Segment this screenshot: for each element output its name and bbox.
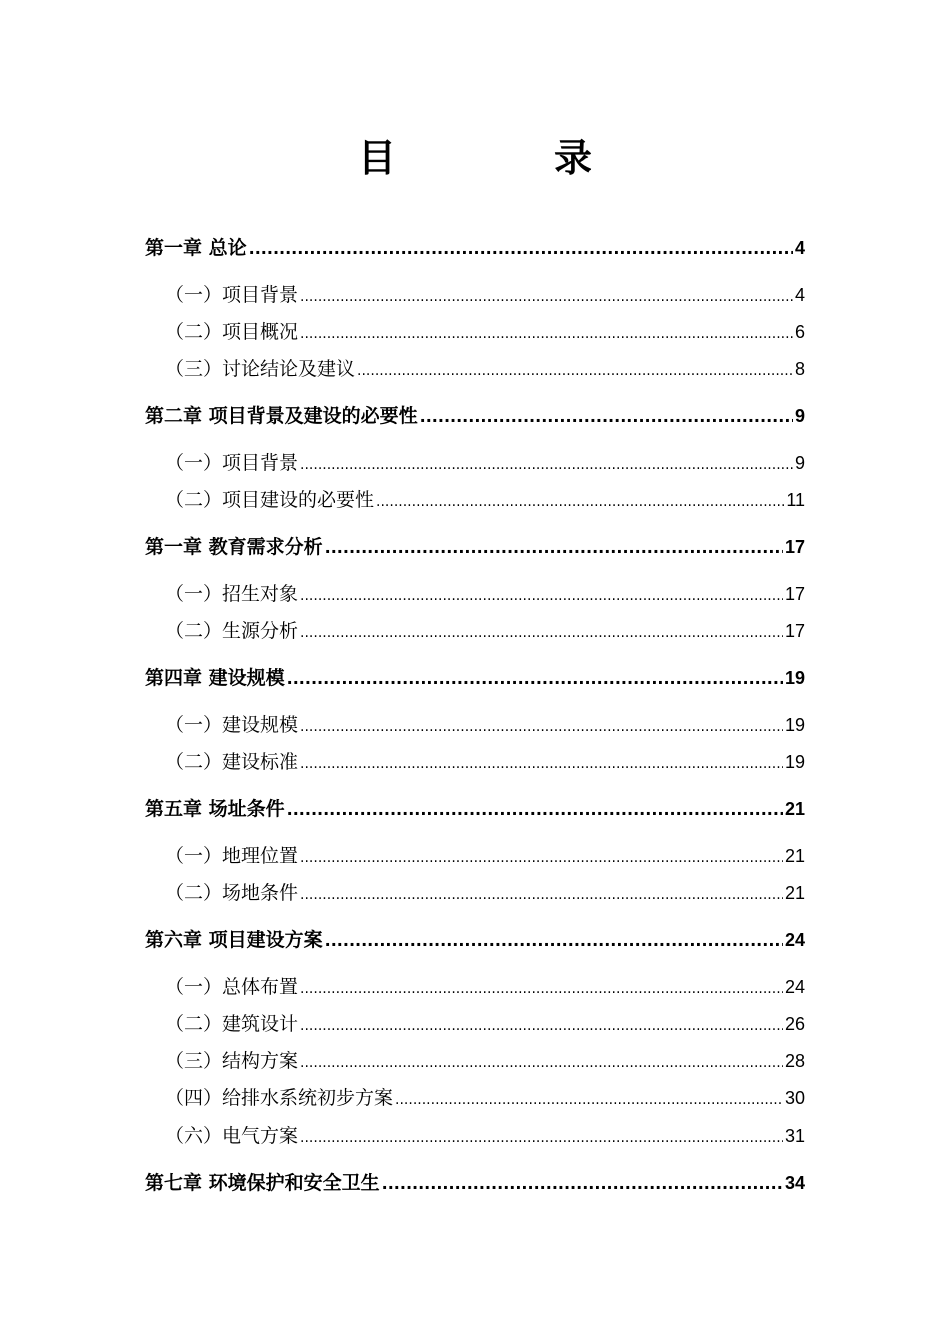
dot-leader (300, 749, 783, 779)
toc-entry-label: 生源分析 (222, 620, 299, 642)
toc-entry-page: 28 (784, 1051, 805, 1071)
toc-entry-label: 第六章 项目建设方案 (145, 929, 323, 951)
dot-leader (300, 618, 783, 648)
dot-leader (300, 712, 783, 742)
toc-entry-label: 第二章 项目背景及建设的必要性 (145, 405, 418, 427)
toc-entry-page: 19 (784, 715, 805, 735)
dot-leader (382, 1169, 783, 1199)
toc-entry-page: 26 (784, 1014, 805, 1034)
dot-leader (325, 926, 783, 956)
toc-entry-page: 34 (784, 1173, 805, 1193)
dot-leader (376, 487, 784, 517)
toc-entry[interactable] (165, 1121, 805, 1151)
dot-leader (249, 234, 793, 264)
toc-entry[interactable] (165, 1046, 805, 1076)
toc-entry[interactable] (165, 317, 805, 347)
toc-entry-page: 6 (794, 322, 805, 342)
toc-entry[interactable] (165, 1009, 805, 1039)
dot-leader (300, 319, 793, 349)
dot-leader (325, 533, 783, 563)
dot-leader (287, 795, 783, 825)
toc-entry-page: 24 (784, 977, 805, 997)
toc-entry-page: 17 (784, 584, 805, 604)
dot-leader (300, 581, 783, 611)
toc-entry-page: 17 (784, 621, 805, 641)
toc-entry[interactable] (165, 354, 805, 384)
toc-entry-number: （三） (165, 1050, 223, 1072)
toc-entry-number: （一） (165, 284, 223, 306)
toc-entry[interactable] (145, 401, 805, 431)
toc-entry-label: 招生对象 (222, 583, 299, 605)
toc-entry[interactable] (165, 616, 805, 646)
toc-entry-number: （三） (165, 358, 223, 380)
dot-leader (357, 356, 793, 386)
toc-entry-label: 总体布置 (222, 976, 299, 998)
toc-entry-page: 24 (784, 930, 805, 950)
toc-entry[interactable] (165, 710, 805, 740)
dot-leader (300, 1123, 783, 1153)
toc-entry-number: （二） (165, 751, 223, 773)
toc-entry-number: （二） (165, 620, 223, 642)
toc-entry-page: 9 (794, 453, 805, 473)
toc-entry-label: 第七章 环境保护和安全卫生 (145, 1172, 380, 1194)
toc-entry-page: 17 (784, 537, 805, 557)
toc-entry[interactable] (145, 925, 805, 955)
toc-entry-label: 第五章 场址条件 (145, 798, 285, 820)
toc-entry-label: 项目背景 (222, 284, 299, 306)
toc-entry-page: 21 (784, 846, 805, 866)
toc-entry-page: 21 (784, 799, 805, 819)
toc-entry[interactable] (165, 972, 805, 1002)
toc-entry-page: 19 (784, 668, 805, 688)
toc-entry-page: 21 (784, 883, 805, 903)
dot-leader (420, 402, 793, 432)
toc-entry-number: （二） (165, 1013, 223, 1035)
toc-entry[interactable] (165, 878, 805, 908)
toc-entry-number: （一） (165, 845, 223, 867)
toc-entry-number: （一） (165, 452, 223, 474)
toc-entry[interactable] (145, 1168, 805, 1198)
toc-entry[interactable] (165, 448, 805, 478)
dot-leader (300, 843, 783, 873)
toc-entry[interactable] (165, 485, 805, 515)
toc-entry-label: 结构方案 (222, 1050, 299, 1072)
toc-entry-label: 项目背景 (222, 452, 299, 474)
toc-title: 目 录 (357, 135, 652, 180)
dot-leader (395, 1085, 783, 1115)
toc-entry-number: （六） (165, 1125, 223, 1147)
toc-entry-number: （一） (165, 976, 223, 998)
toc-entry-label: 建设规模 (222, 714, 299, 736)
toc-entry-number: （二） (165, 321, 223, 343)
toc-entry[interactable] (165, 747, 805, 777)
toc-entry-number: （一） (165, 583, 223, 605)
toc-entry-page: 4 (794, 285, 805, 305)
toc-entry[interactable] (145, 794, 805, 824)
toc-entry-label: 讨论结论及建议 (222, 358, 356, 380)
toc-entry-page: 30 (784, 1088, 805, 1108)
toc-entry[interactable] (165, 579, 805, 609)
dot-leader (300, 450, 793, 480)
toc-entry-number: （一） (165, 714, 223, 736)
toc-entry-number: （二） (165, 489, 223, 511)
toc-entry-label: 项目概况 (222, 321, 299, 343)
toc-entry-label: 给排水系统初步方案 (222, 1087, 394, 1109)
toc-entry-page: 11 (786, 490, 805, 510)
toc-entry-label: 电气方案 (222, 1125, 299, 1147)
toc-entry-page: 19 (784, 752, 805, 772)
toc-entry-label: 场地条件 (222, 882, 299, 904)
toc-entry-number: （四） (165, 1087, 223, 1109)
dot-leader (300, 1048, 783, 1078)
toc-entry-label: 第一章 教育需求分析 (145, 536, 323, 558)
toc-entry-label: 第一章 总论 (145, 237, 247, 259)
toc-entry-page: 4 (794, 238, 805, 258)
toc-entry-label: 项目建设的必要性 (222, 489, 375, 511)
toc-entry-page: 31 (784, 1126, 805, 1146)
dot-leader (300, 1011, 783, 1041)
toc-entry-page: 9 (794, 406, 805, 426)
toc-entry[interactable] (165, 280, 805, 310)
dot-leader (300, 880, 783, 910)
dot-leader (300, 282, 793, 312)
toc-entry-label: 第四章 建设规模 (145, 667, 285, 689)
toc-entry-label: 地理位置 (222, 845, 299, 867)
toc-entry[interactable] (145, 532, 805, 562)
dot-leader (300, 974, 783, 1004)
toc-entry[interactable] (145, 233, 805, 263)
toc-entry-label: 建设标准 (222, 751, 299, 773)
toc-entry[interactable] (165, 841, 805, 871)
toc-entry-label: 建筑设计 (222, 1013, 299, 1035)
toc-entry-page: 8 (794, 359, 805, 379)
toc-entry-number: （二） (165, 882, 223, 904)
toc-entry[interactable] (165, 1083, 805, 1113)
dot-leader (287, 664, 783, 694)
toc-entry[interactable] (145, 663, 805, 693)
